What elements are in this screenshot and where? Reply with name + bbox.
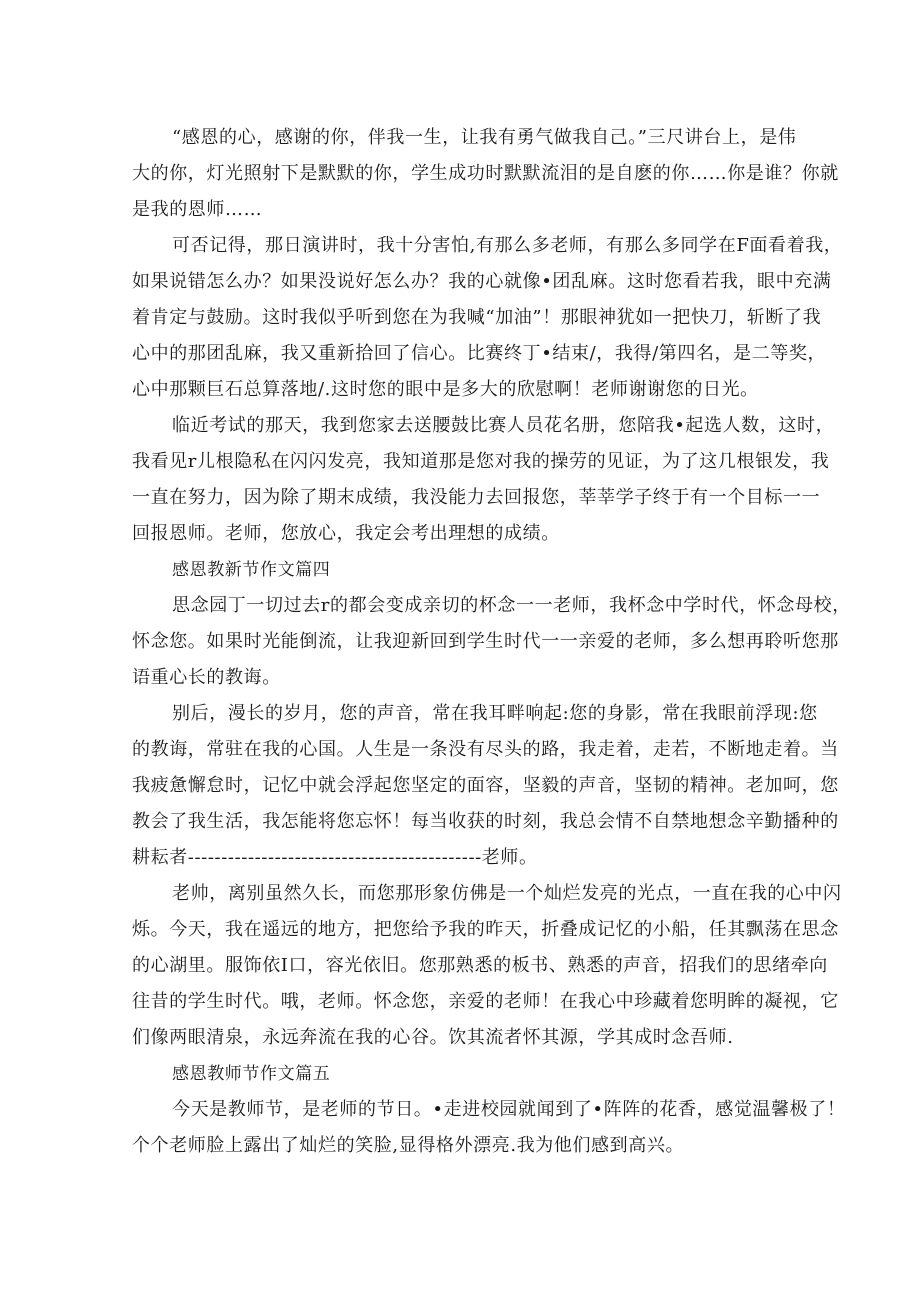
text-line: 我看见r儿根隐私在闪闪发亮，我知道那是您对我的操劳的见证，为了这几根银发，我 bbox=[132, 451, 830, 472]
text-line: 别后，漫长的岁月，您的声音，常在我耳畔响起:您的身影，常在我眼前浮现:您 bbox=[172, 703, 818, 724]
paragraph-speech bbox=[132, 228, 843, 408]
text-line: 如果说错怎么办？如果没说好怎么办？我的心就像•团乱麻。这时您看若我，眼中充满 bbox=[132, 271, 832, 292]
text-line: 往昔的学生时代。哦，老师。怀念您，亲爱的老师！在我心中珍藏着您明眸的凝视，它 bbox=[132, 991, 839, 1012]
text-line: 是我的恩师…… bbox=[132, 199, 263, 220]
text-line: 大的你，灯光照射下是默默的你，学生成功时默默流泪的是自麽的你……你是谁？你就 bbox=[132, 163, 839, 184]
text-line: 耕耘者--------------------------------------------老师。 bbox=[132, 847, 538, 868]
text-line: 我疲惫懈怠时，记忆中就会浮起您坚定的面容，坚毅的声音，坚韧的精神。老加呵，您 bbox=[132, 775, 839, 796]
text-line: 的教诲，常驻在我的心国。人生是一条没有尽头的路，我走着，走若，不断地走着。当 bbox=[132, 739, 839, 760]
text-line: 怀念您。如果时光能倒流，让我迎新回到学生时代一一亲爱的老师，多么想再聆听您那 bbox=[132, 631, 839, 652]
text-line: 心中那颗巨石总算落地/.这时您的眼中是多大的欣慰啊！老师谢谢您的日光。 bbox=[132, 379, 759, 400]
text-line: 语重心长的教诲。 bbox=[132, 667, 281, 688]
paragraph-after-parting bbox=[132, 696, 839, 876]
text-line: 的心湖里。服饰依I口，容光依旧。您那熟悉的板书、熟悉的声音，招我们的思绪牵向 bbox=[132, 955, 828, 976]
paragraph-exam-day bbox=[132, 408, 835, 552]
text-line: “感恩的心，感谢的你，伴我一生，让我有勇气做我自己。”三尺讲台上，是伟 bbox=[172, 127, 797, 148]
text-line: 可否记得，那日演讲时，我十分害怕,有那么多老师，有那么多同学在F面看着我， bbox=[172, 235, 843, 256]
text-line: 临近考试的那天，我到您家去送腰鼓比赛人员花名册，您陪我•起选人数，这时， bbox=[172, 415, 835, 436]
paragraph-gardener bbox=[132, 588, 851, 696]
text-line: 们像两眼清泉，永远奔流在我的心谷。饮其流者怀其源，学其成时念吾师. bbox=[132, 1027, 734, 1048]
paragraph-memory bbox=[132, 876, 842, 1056]
text-line: 个个老师脸上露出了灿烂的笑脸,显得格外漂亮.我为他们感到高兴。 bbox=[132, 1135, 685, 1156]
text-line: 着肯定与鼓励。这时我似乎听到您在为我喊“加油”！那眼神犹如一把快刀，斩断了我 bbox=[132, 307, 822, 328]
text-line: 思念园丁一切过去r的都会变成亲切的杯念一一老师，我杯念中学时代，怀念母校， bbox=[172, 595, 851, 616]
section-heading-four bbox=[132, 552, 782, 588]
text-line: 回报恩师。老师，您放心，我定会考出理想的成绩。 bbox=[132, 523, 560, 544]
section-title: 感恩教师节作文篇五 bbox=[172, 1064, 331, 1084]
section-heading-five bbox=[132, 1056, 782, 1092]
text-line: 今天是教师节，是老师的节日。•走进校园就闻到了•阵阵的花香，感觉温馨极了！ bbox=[172, 1099, 846, 1120]
section-title: 感恩教新节作文篇四 bbox=[172, 560, 331, 580]
text-line: 教会了我生活，我怎能将您忘怀！每当收获的时刻，我总会情不自禁地想念辛勤播种的 bbox=[132, 811, 839, 832]
text-line: 心中的那团乱麻，我又重新拾回了信心。比赛终丁•结束/，我得/第四名，是二等奖， bbox=[132, 343, 827, 364]
text-line: 一直在努力，因为除了期末成绩，我没能力去回报您，莘莘学子终于有一个目标一一 bbox=[132, 487, 821, 508]
text-line: 老帅，离别虽然久长，而您那形象仿佛是一个灿烂发亮的光点，一直在我的心中闪 bbox=[172, 883, 842, 904]
text-line: 烁。今天，我在遥远的地方，把您给予我的昨天，折叠成记忆的小船，任其飘荡在思念 bbox=[132, 919, 839, 940]
paragraph-intro bbox=[132, 120, 839, 228]
paragraph-teachers-day bbox=[132, 1092, 846, 1164]
